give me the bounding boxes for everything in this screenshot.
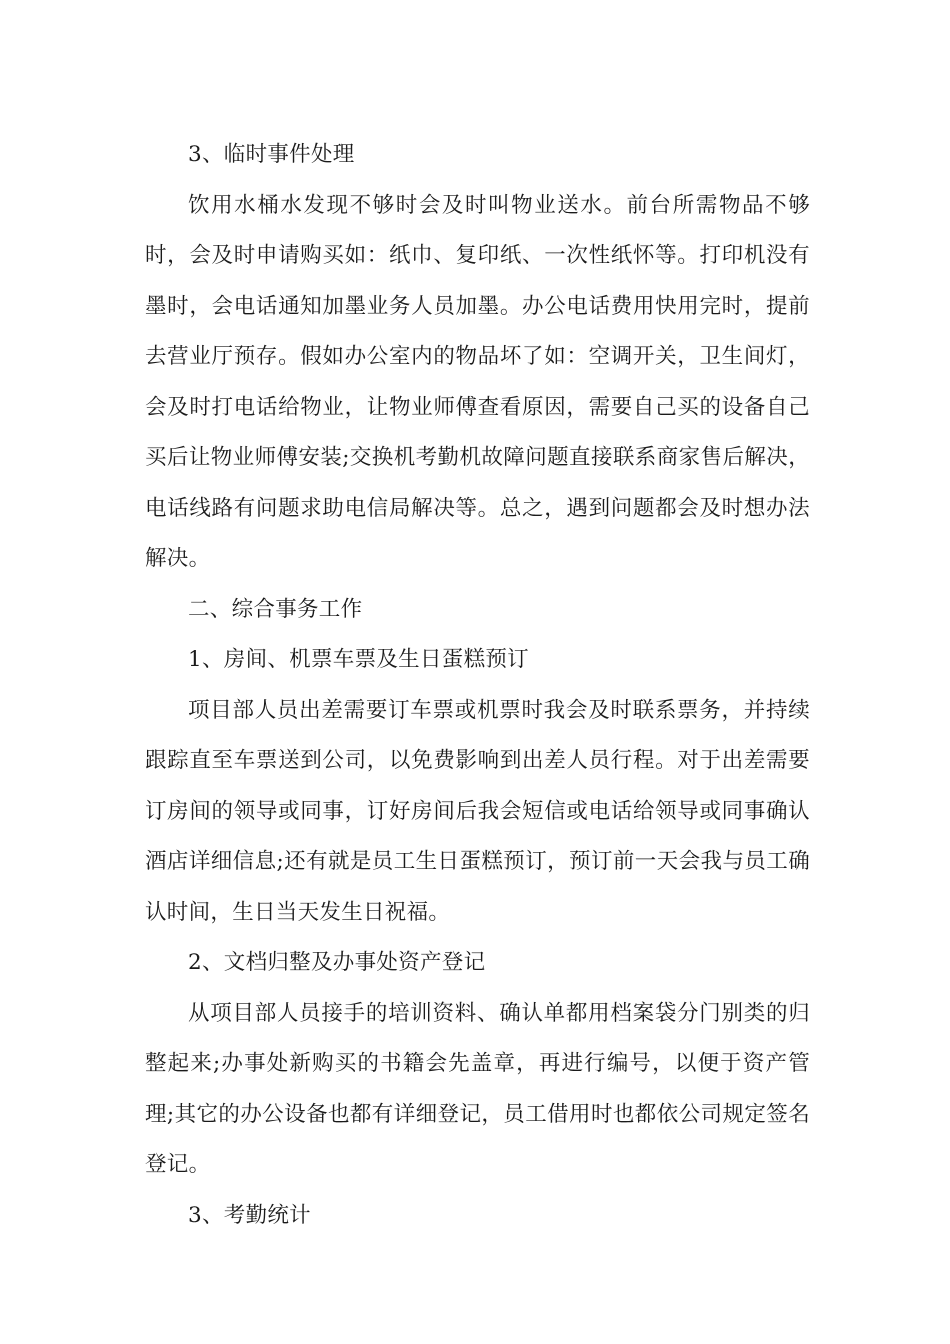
section-heading-temporary-events: 3、临时事件处理 — [188, 142, 355, 167]
section-heading-booking: 1、房间、机票车票及生日蛋糕预订 — [188, 647, 529, 672]
section-heading-general-affairs: 二、综合事务工作 — [188, 596, 363, 622]
section-heading-attendance: 3、考勤统计 — [188, 1202, 311, 1228]
paragraph-booking: 项目部人员出差需要订车票或机票时我会及时联系票务，并持续跟踪直至车票送到公司，以免费影响到出差人员行程。对于出差需要订房间的领导或同事，订好房间后我会短信或电话给领导或同事确认酒店详细信息;还有就是员工生日蛋糕预订，预订前一天会我与员工确认时间，生日当天发生日祝福。 — [145, 697, 810, 925]
document-body — [145, 130, 810, 1241]
paragraph-documents-assets: 从项目部人员接手的培训资料、确认单都用档案袋分门别类的归整起来;办事处新购买的书籍会先盖章，再进行编号，以便于资产管理;其它的办公设备也都有详细登记，员工借用时也都依公司规定签名登记。 — [145, 1000, 810, 1177]
section-heading-documents-assets: 2、文档归整及办事处资产登记 — [188, 950, 486, 975]
paragraph-temporary-events: 饮用水桶水发现不够时会及时叫物业送水。前台所需物品不够时，会及时申请购买如：纸巾、复印纸、一次性纸怀等。打印机没有墨时，会电话通知加墨业务人员加墨。办公电话费用快用完时，提前去营业厅预存。假如办公室内的物品坏了如：空调开关，卫生间灯，会及时打电话给物业，让物业师傅查看原因，需要自己买的设备自己买后让物业师傅安装;交换机考勤机故障问题直接联系商家售后解决，电话线路有问题求助电信局解决等。总之，遇到问题都会及时想办法解决。 — [145, 192, 810, 571]
